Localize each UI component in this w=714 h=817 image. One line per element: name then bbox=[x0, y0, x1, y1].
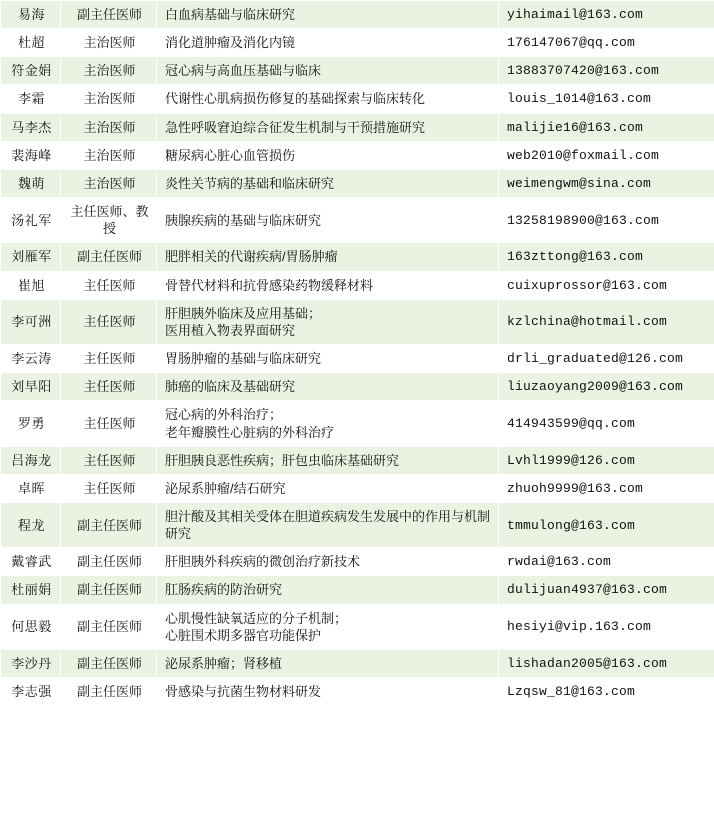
table-row bbox=[1, 169, 714, 197]
cell-name: 李云涛 bbox=[1, 345, 61, 373]
cell-title: 主任医师 bbox=[61, 401, 157, 446]
cell-name: 崔旭 bbox=[1, 271, 61, 299]
cell-title: 副主任医师 bbox=[61, 576, 157, 604]
cell-email[interactable]: 176147067@qq.com bbox=[499, 29, 714, 57]
cell-name: 卓晖 bbox=[1, 474, 61, 502]
table-row bbox=[1, 271, 714, 299]
cell-email[interactable]: malijie16@163.com bbox=[499, 113, 714, 141]
cell-research-field: 代谢性心肌病损伤修复的基础探索与临床转化 bbox=[157, 85, 499, 113]
cell-research-field: 消化道肿瘤及消化内镜 bbox=[157, 29, 499, 57]
cell-title: 副主任医师 bbox=[61, 604, 157, 649]
cell-research-field: 泌尿系肿瘤/结石研究 bbox=[157, 474, 499, 502]
table-row bbox=[1, 141, 714, 169]
cell-title: 主任医师 bbox=[61, 474, 157, 502]
cell-name: 汤礼军 bbox=[1, 198, 61, 243]
cell-title: 主任医师 bbox=[61, 345, 157, 373]
cell-name: 刘早阳 bbox=[1, 373, 61, 401]
cell-research-field: 急性呼吸窘迫综合征发生机制与干预措施研究 bbox=[157, 113, 499, 141]
cell-email[interactable]: Lzqsw_81@163.com bbox=[499, 678, 714, 706]
cell-research-field: 骨感染与抗菌生物材料研发 bbox=[157, 678, 499, 706]
cell-email[interactable]: zhuoh9999@163.com bbox=[499, 474, 714, 502]
cell-name: 罗勇 bbox=[1, 401, 61, 446]
cell-name: 李志强 bbox=[1, 678, 61, 706]
cell-title: 主治医师 bbox=[61, 57, 157, 85]
cell-email[interactable]: weimengwm@sina.com bbox=[499, 169, 714, 197]
cell-email[interactable]: rwdai@163.com bbox=[499, 548, 714, 576]
cell-email[interactable]: Lvhl1999@126.com bbox=[499, 446, 714, 474]
table-row bbox=[1, 345, 714, 373]
cell-title: 副主任医师 bbox=[61, 548, 157, 576]
cell-email[interactable]: 13258198900@163.com bbox=[499, 198, 714, 243]
cell-title: 主治医师 bbox=[61, 141, 157, 169]
table-row bbox=[1, 548, 714, 576]
table-row bbox=[1, 1, 714, 29]
table-row bbox=[1, 57, 714, 85]
cell-title: 副主任医师 bbox=[61, 649, 157, 677]
cell-email[interactable]: louis_1014@163.com bbox=[499, 85, 714, 113]
cell-research-field: 胆汁酸及其相关受体在胆道疾病发生发展中的作用与机制研究 bbox=[157, 502, 499, 547]
cell-name: 李可洲 bbox=[1, 299, 61, 344]
cell-email[interactable]: web2010@foxmail.com bbox=[499, 141, 714, 169]
cell-research-field: 骨替代材料和抗骨感染药物缓释材料 bbox=[157, 271, 499, 299]
cell-research-field: 冠心病与高血压基础与临床 bbox=[157, 57, 499, 85]
table-row bbox=[1, 502, 714, 547]
cell-name: 戴睿武 bbox=[1, 548, 61, 576]
cell-name: 魏萌 bbox=[1, 169, 61, 197]
cell-name: 李沙丹 bbox=[1, 649, 61, 677]
cell-name: 杜丽娟 bbox=[1, 576, 61, 604]
table-row bbox=[1, 604, 714, 649]
cell-research-field: 糖尿病心脏心血管损伤 bbox=[157, 141, 499, 169]
cell-title: 副主任医师 bbox=[61, 678, 157, 706]
cell-email[interactable]: kzlchina@hotmail.com bbox=[499, 299, 714, 344]
cell-name: 裴海峰 bbox=[1, 141, 61, 169]
table-row bbox=[1, 576, 714, 604]
cell-name: 刘雁军 bbox=[1, 243, 61, 271]
cell-name: 杜超 bbox=[1, 29, 61, 57]
cell-name: 易海 bbox=[1, 1, 61, 29]
cell-title: 主任医师 bbox=[61, 446, 157, 474]
table-row bbox=[1, 678, 714, 706]
table-row bbox=[1, 401, 714, 446]
cell-email[interactable]: yihaimail@163.com bbox=[499, 1, 714, 29]
cell-email[interactable]: drli_graduated@126.com bbox=[499, 345, 714, 373]
cell-email[interactable]: 163zttong@163.com bbox=[499, 243, 714, 271]
cell-research-field: 肥胖相关的代谢疾病/胃肠肿瘤 bbox=[157, 243, 499, 271]
cell-title: 副主任医师 bbox=[61, 1, 157, 29]
table-row bbox=[1, 85, 714, 113]
cell-research-field: 心肌慢性缺氧适应的分子机制； 心脏围术期多器官功能保护 bbox=[157, 604, 499, 649]
cell-email[interactable]: liuzaoyang2009@163.com bbox=[499, 373, 714, 401]
table-row bbox=[1, 649, 714, 677]
cell-research-field: 白血病基础与临床研究 bbox=[157, 1, 499, 29]
table-body bbox=[1, 1, 714, 706]
cell-title: 副主任医师 bbox=[61, 243, 157, 271]
cell-research-field: 胰腺疾病的基础与临床研究 bbox=[157, 198, 499, 243]
cell-title: 主任医师 bbox=[61, 373, 157, 401]
cell-name: 程龙 bbox=[1, 502, 61, 547]
table-row bbox=[1, 446, 714, 474]
cell-research-field: 肝胆胰良恶性疾病；肝包虫临床基础研究 bbox=[157, 446, 499, 474]
cell-research-field: 炎性关节病的基础和临床研究 bbox=[157, 169, 499, 197]
cell-email[interactable]: lishadan2005@163.com bbox=[499, 649, 714, 677]
cell-research-field: 冠心病的外科治疗； 老年瓣膜性心脏病的外科治疗 bbox=[157, 401, 499, 446]
cell-email[interactable]: 414943599@qq.com bbox=[499, 401, 714, 446]
cell-title: 主治医师 bbox=[61, 85, 157, 113]
cell-title: 主任医师 bbox=[61, 299, 157, 344]
cell-title: 主任医师、教授 bbox=[61, 198, 157, 243]
table-row bbox=[1, 299, 714, 344]
table-row bbox=[1, 29, 714, 57]
cell-email[interactable]: tmmulong@163.com bbox=[499, 502, 714, 547]
cell-name: 符金娟 bbox=[1, 57, 61, 85]
cell-title: 副主任医师 bbox=[61, 502, 157, 547]
cell-title: 主治医师 bbox=[61, 169, 157, 197]
cell-email[interactable]: 13883707420@163.com bbox=[499, 57, 714, 85]
cell-name: 李霜 bbox=[1, 85, 61, 113]
cell-research-field: 肛肠疾病的防治研究 bbox=[157, 576, 499, 604]
cell-title: 主治医师 bbox=[61, 113, 157, 141]
cell-email[interactable]: dulijuan4937@163.com bbox=[499, 576, 714, 604]
cell-research-field: 肝胆胰外科疾病的微创治疗新技术 bbox=[157, 548, 499, 576]
table-row bbox=[1, 474, 714, 502]
cell-research-field: 胃肠肿瘤的基础与临床研究 bbox=[157, 345, 499, 373]
cell-research-field: 肺癌的临床及基础研究 bbox=[157, 373, 499, 401]
table-row bbox=[1, 243, 714, 271]
cell-email[interactable]: hesiyi@vip.163.com bbox=[499, 604, 714, 649]
table-row bbox=[1, 113, 714, 141]
cell-name: 吕海龙 bbox=[1, 446, 61, 474]
cell-title: 主任医师 bbox=[61, 271, 157, 299]
table-row bbox=[1, 373, 714, 401]
cell-research-field: 肝胆胰外临床及应用基础； 医用植入物表界面研究 bbox=[157, 299, 499, 344]
table-row bbox=[1, 198, 714, 243]
cell-title: 主治医师 bbox=[61, 29, 157, 57]
cell-name: 马李杰 bbox=[1, 113, 61, 141]
cell-research-field: 泌尿系肿瘤；肾移植 bbox=[157, 649, 499, 677]
cell-email[interactable]: cuixuprossor@163.com bbox=[499, 271, 714, 299]
cell-name: 何思毅 bbox=[1, 604, 61, 649]
